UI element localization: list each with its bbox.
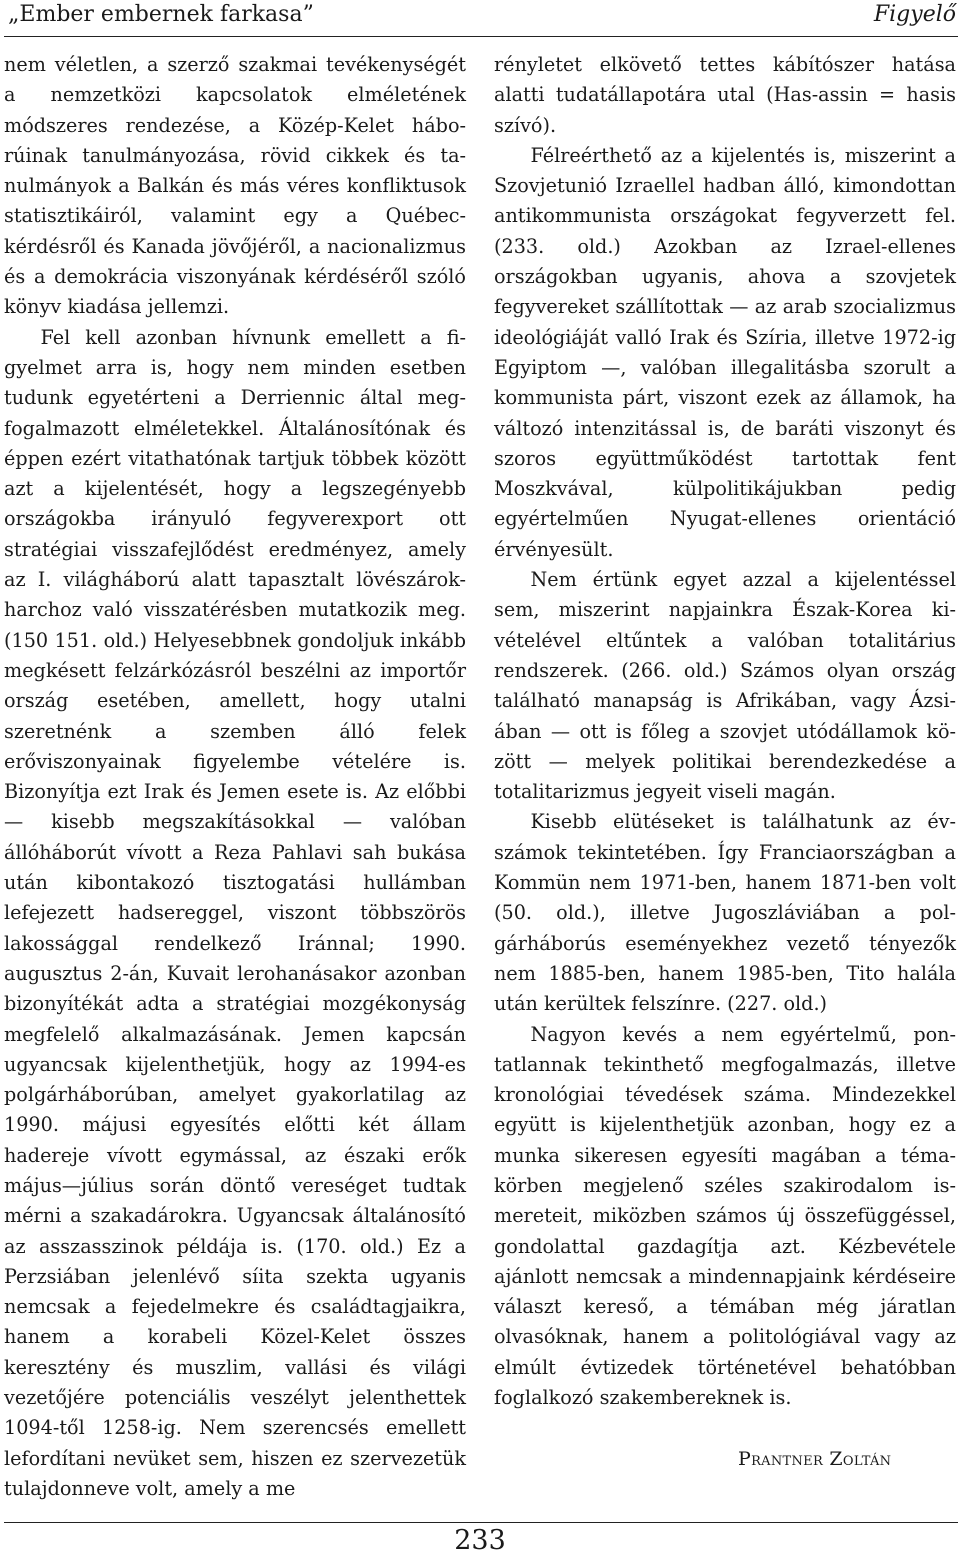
paragraph: Nagyon kevés a nem egyértelmű, pontatlannak tekinthető megfogalmazás, illetve kronológiai tévedések száma. Mindezekkel együtt is kijelenthetjük azonban, hogy ez a munka sikeresen egyesíti magában a témakörben megjelenő széles szakirodalom ismereteit, miközben számos új összefüggéssel, gondolattal gazdagítja azt. Kézbevétele ajánlott nemcsak a mindennapjaink kérdéseire választ kereső, a témában még járatlan olvasóknak, hanem a politológiával vagy az elmúlt évtizedek történetével behatóbban foglalkozó szakembereknek is. <box>494 1022 956 1410</box>
paragraph: Kisebb elütéseket is találhatunk az évszámok tekintetében. Így Franciaországban a Kommün nem 1971-ben, hanem 1871-ben volt (50. old.), illetve Jugoszláviában a polgárháborús eseményekhez vezető tényezők nem 1885-ben, hanem 1985-ben, Tito halála után kerültek felszínre. (227. old.) <box>494 810 956 1016</box>
author-signature: Prantner Zoltán <box>738 1448 892 1470</box>
header-section: Figyelő <box>873 2 956 27</box>
running-header <box>4 0 960 36</box>
paragraph: Fel kell azonban hívnunk emellett a figyelmet arra is, hogy nem minden esetben tudunk egyetérteni a Derriennic által megfogalmazott elméletekkel. Általánosítónak és éppen ezért vitathatónak tartjuk többek között azt a kijelentését, hogy a legszegényebb országokba irányuló fegyverexport ott stratégiai visszafejlődést eredményez, amely az I. világháború alatt tapasztalt lövészárok-harchoz való visszatérésben mutatkozik meg. (150 151. old.) Helyesebbnek gondoljuk inkább megkésett felzárkózásról beszélni az importőr ország esetében, amellett, hogy utalni szeretnénk a szemben álló felek erőviszonyainak figyelembe vételére is. Bizonyítja ezt Irak és Jemen esete is. Az előbbi — kisebb megszakításokkal — valóban állóháborút vívott a Reza Pahlavi sah bukása után kibontakozó tisztogatási hullámban lefejezett hadsereggel, viszont többszörös lakossággal rendelkező Iránnal; 1990. augusztus 2-án, Kuvait lerohanásakor azonban bizonyítékát adta a stratégiai mozgékonyság megfelelő alkalmazásának. Jemen kapcsán ugyancsak kijelenthetjük, hogy az 1994-es polgárháborúban, amelyet gyakorlatilag az 1990. májusi egyesítés előtti két állam hadereje vívott egymással, az északi erők május—július során döntő vereséget tudtak mérni a szakadárokra. Ugyancsak általánosító az asszasszinok példája is. (170. old.) Ez a Perzsiában jelenlévő síita szekta ugyanis nemcsak a fejedelmekre és családtagjaikra, hanem a korabeli Közel-Kelet összes keresztény és muszlim, vallási és világi vezetőjére potenciális veszélyt jelenthettek 1094-től 1258-ig. Nem szerencsés emellett lefordítani nevüket sem, hiszen ez szervezetük tulajdonneve volt, amely a me <box>4 325 466 1500</box>
header-divider <box>4 36 958 37</box>
right-column <box>494 50 956 1413</box>
paragraph: Félreérthető az a kijelentés is, miszerint a Szovjetunió Izraellel hadban álló, kimondottan antikommunista országokat fegyverzett fel. (233. old.) Azokban az Izrael-ellenes országokban ugyanis, ahova a szovjetek fegyvereket szállítottak — az arab szocializmus ideológiáját valló Irak és Szíria, illetve 1972-ig Egyiptom —, valóban illegalitásba szorult a kommunista párt, viszont ezek az államok, ha változó intenzitással is, de baráti viszonyt és szoros együttműködést tartottak fent Moszkvával, külpolitikájukban pedig egyértelműen Nyugat-ellenes orientáció érvényesült. <box>494 143 956 561</box>
header-title: „Ember embernek farkasa” <box>8 2 314 27</box>
footer-divider <box>4 1522 958 1523</box>
paragraph: nem véletlen, a szerző szakmai tevékenységét a nemzetközi kapcsolatok elméletének módszeres rendezése, a Közép-Kelet háborúinak tanulmányozása, rövid cikkek és tanulmányok a Balkán és más véres konfliktusok statisztikáiról, valamint egy a Québec-kérdésről és Kanada jövőjéről, a nacionalizmus és a demokrácia viszonyának kérdéséről szóló könyv kiadása jellemzi. <box>4 53 466 319</box>
paragraph: rényletet elkövető tettes kábítószer hatása alatti tudatállapotára utal (Has-assin = hasis szívó). <box>494 53 956 137</box>
page-number: 233 <box>454 1525 506 1556</box>
paragraph: Nem értünk egyet azzal a kijelentéssel sem, miszerint napjainkra Észak-Korea kivételével eltűntek a valóban totalitárius rendszerek. (266. old.) Számos olyan ország található manapság is Afrikában, vagy Ázsiában — ott is főleg a szovjet utódállamok között — melyek politikai berendezkedése a totalitarizmus jegyeit viseli magán. <box>494 568 956 804</box>
left-column <box>4 50 466 1504</box>
